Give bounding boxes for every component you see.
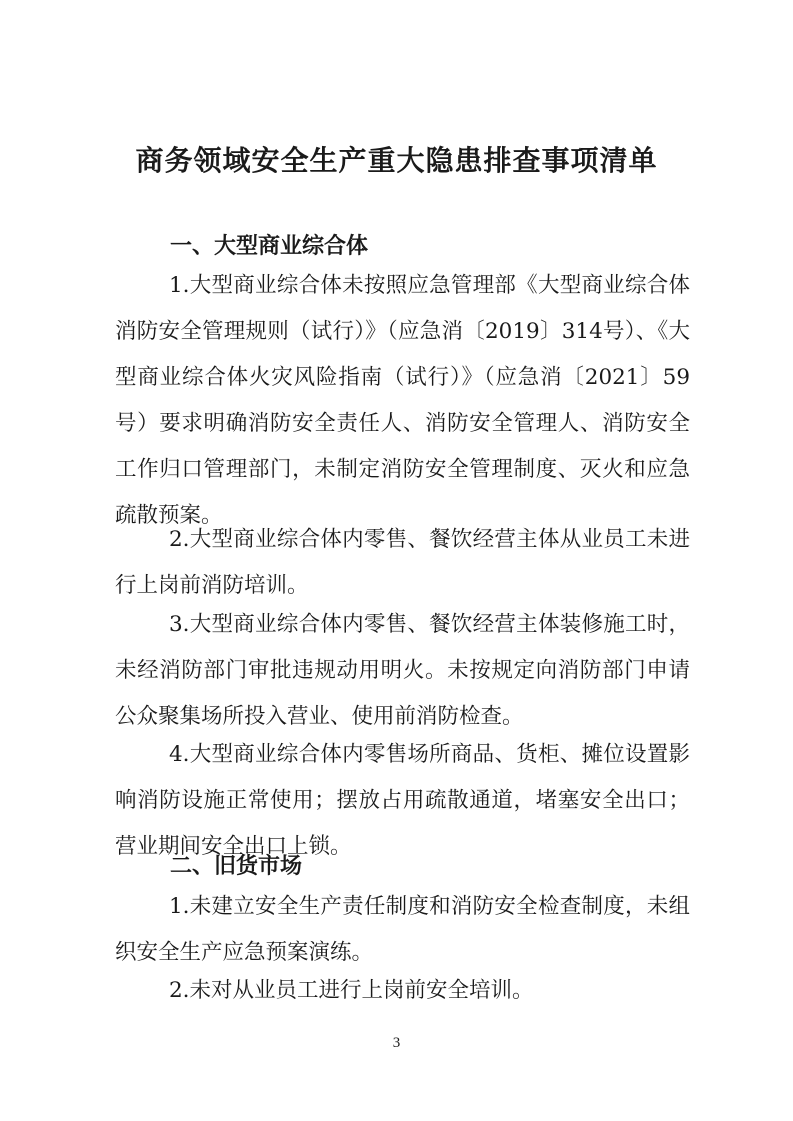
section-1-item-3: 3.大型商业综合体内零售、餐饮经营主体装修施工时，未经消防部门审批违规动用明火。未按规定向消防部门申请公众聚集场所投入营业、使用前消防检查。 (115, 612, 690, 729)
section-2-item-2: 2.未对从业员工进行上岗前安全培训。 (169, 978, 534, 1003)
section-heading-large-commercial-complex: 一、大型商业综合体 (170, 234, 369, 259)
section-1-item-1: 1.大型商业综合体未按照应急管理部《大型商业综合体消防安全管理规则（试行）》（应急消〔2019〕314号）、《大型商业综合体火灾风险指南（试行）》（应急消〔2021〕59号）要求明确消防安全责任人、消防安全管理人、消防安全工作归口管理部门，未制定消防安全管理制度、灭火和应急疏散预案。 (115, 273, 690, 528)
section-1-item-4: 4.大型商业综合体内零售场所商品、货柜、摊位设置影响消防设施正常使用；摆放占用疏散通道，堵塞安全出口；营业期间安全出口上锁。 (115, 742, 690, 859)
section-heading-second-hand-market: 二、旧货市场 (170, 854, 303, 879)
section-2-item-1: 1.未建立安全生产责任制度和消防安全检查制度，未组织安全生产应急预案演练。 (115, 894, 690, 965)
section-1-item-2: 2.大型商业综合体内零售、餐饮经营主体从业员工未进行上岗前消防培训。 (115, 527, 690, 598)
page-title: 商务领域安全生产重大隐患排查事项清单 (135, 144, 658, 177)
page-number: 3 (392, 1035, 401, 1051)
